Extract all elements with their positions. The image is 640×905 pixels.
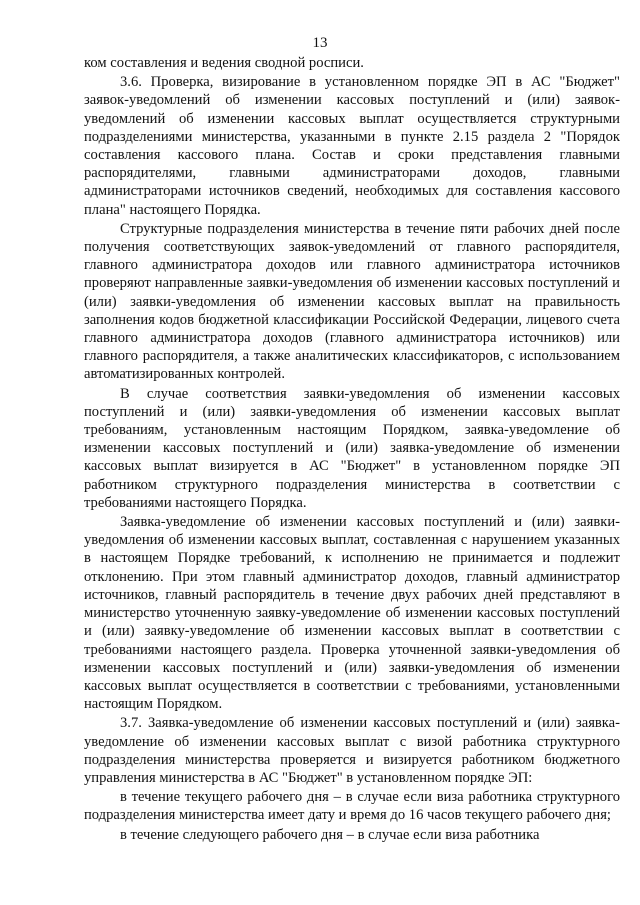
paragraph-3-6: 3.6. Проверка, визирование в установленном порядке ЭП в АС "Бюджет" заявок-уведомлений об изменении кассовых поступлений и (или) заявок-уведомлений об изменении кассовых выплат осуществляется структурными подразделениями министерства, указанными в пункте 2.15 раздела 2 "Порядок составления кассового плана. Состав и сроки представления главными распорядителями, главными администраторами доходов, главными администраторами источников сведений, необходимых для составления кассового плана" настоящего Порядка.	[84, 74, 620, 218]
paragraph-compliance: В случае соответствия заявки-уведомления об изменении кассовых поступлений и (или) заявки-уведомления об изменении кассовых выплат требованиям, установленным настоящим Порядком, заявка-уведомление об изменении кассовых поступлений и (или) заявка-уведомление об изменении кассовых выплат визируется в АС "Бюджет" в установленном порядке ЭП работником структурного подразделения министерства в соответствии с требованиями настоящего Порядка.	[84, 385, 620, 511]
paragraph-next-day: в течение следующего рабочего дня – в случае если виза работника	[120, 826, 540, 843]
document-body	[84, 54, 620, 845]
paragraph-current-day: в течение текущего рабочего дня – в случае если виза работника структурного подразделения министерства имеет дату и время до 16 часов текущего рабочего дня;	[84, 789, 620, 824]
paragraph-3-7: 3.7. Заявка-уведомление об изменении кассовых поступлений и (или) заявка-уведомление об изменении кассовых выплат с визой работника структурного подразделения министерства проверяется и визируется работником бюджетного управления министерства в АС "Бюджет" в установленном порядке ЭП:	[84, 715, 620, 786]
paragraph-check-five-days: Структурные подразделения министерства в течение пяти рабочих дней после получения соответствующих заявок-уведомлений от главного распорядителя, главного администратора доходов или главного администратора источников проверяют направленные заявки-уведомления об изменении кассовых поступлений и (или) заявки-уведомления об изменении кассовых выплат на правильность заполнения кодов бюджетной классификации Российской Федерации, лицевого счета главного администратора доходов (главного администратора источников) или главного распорядителя, а также аналитических классификаторов, с использованием автоматизированных контролей.	[84, 220, 620, 383]
paragraph-rejection: Заявка-уведомление об изменении кассовых поступлений и (или) заявки-уведомления об изменении кассовых выплат, составленная с нарушением указанных в настоящем Порядке требований, к исполнению не принимается и подлежит отклонению. При этом главный администратор доходов, главный администратор источников, главный распорядитель в течение двух рабочих дней представляют в министерство уточненную заявку-уведомление об изменении кассовых поступлений и (или) заявку-уведомление об изменении кассовых выплат в соответствии с требованиями настоящего раздела. Проверка уточненной заявки-уведомления об изменении кассовых поступлений и (или) заявки-уведомления об изменении кассовых выплат осуществляется в соответствии с требованиями, установленными настоящим Порядком.	[84, 514, 620, 713]
paragraph-continuation: ком составления и ведения сводной росписи.	[84, 55, 364, 71]
page-number: 13	[312, 35, 328, 51]
